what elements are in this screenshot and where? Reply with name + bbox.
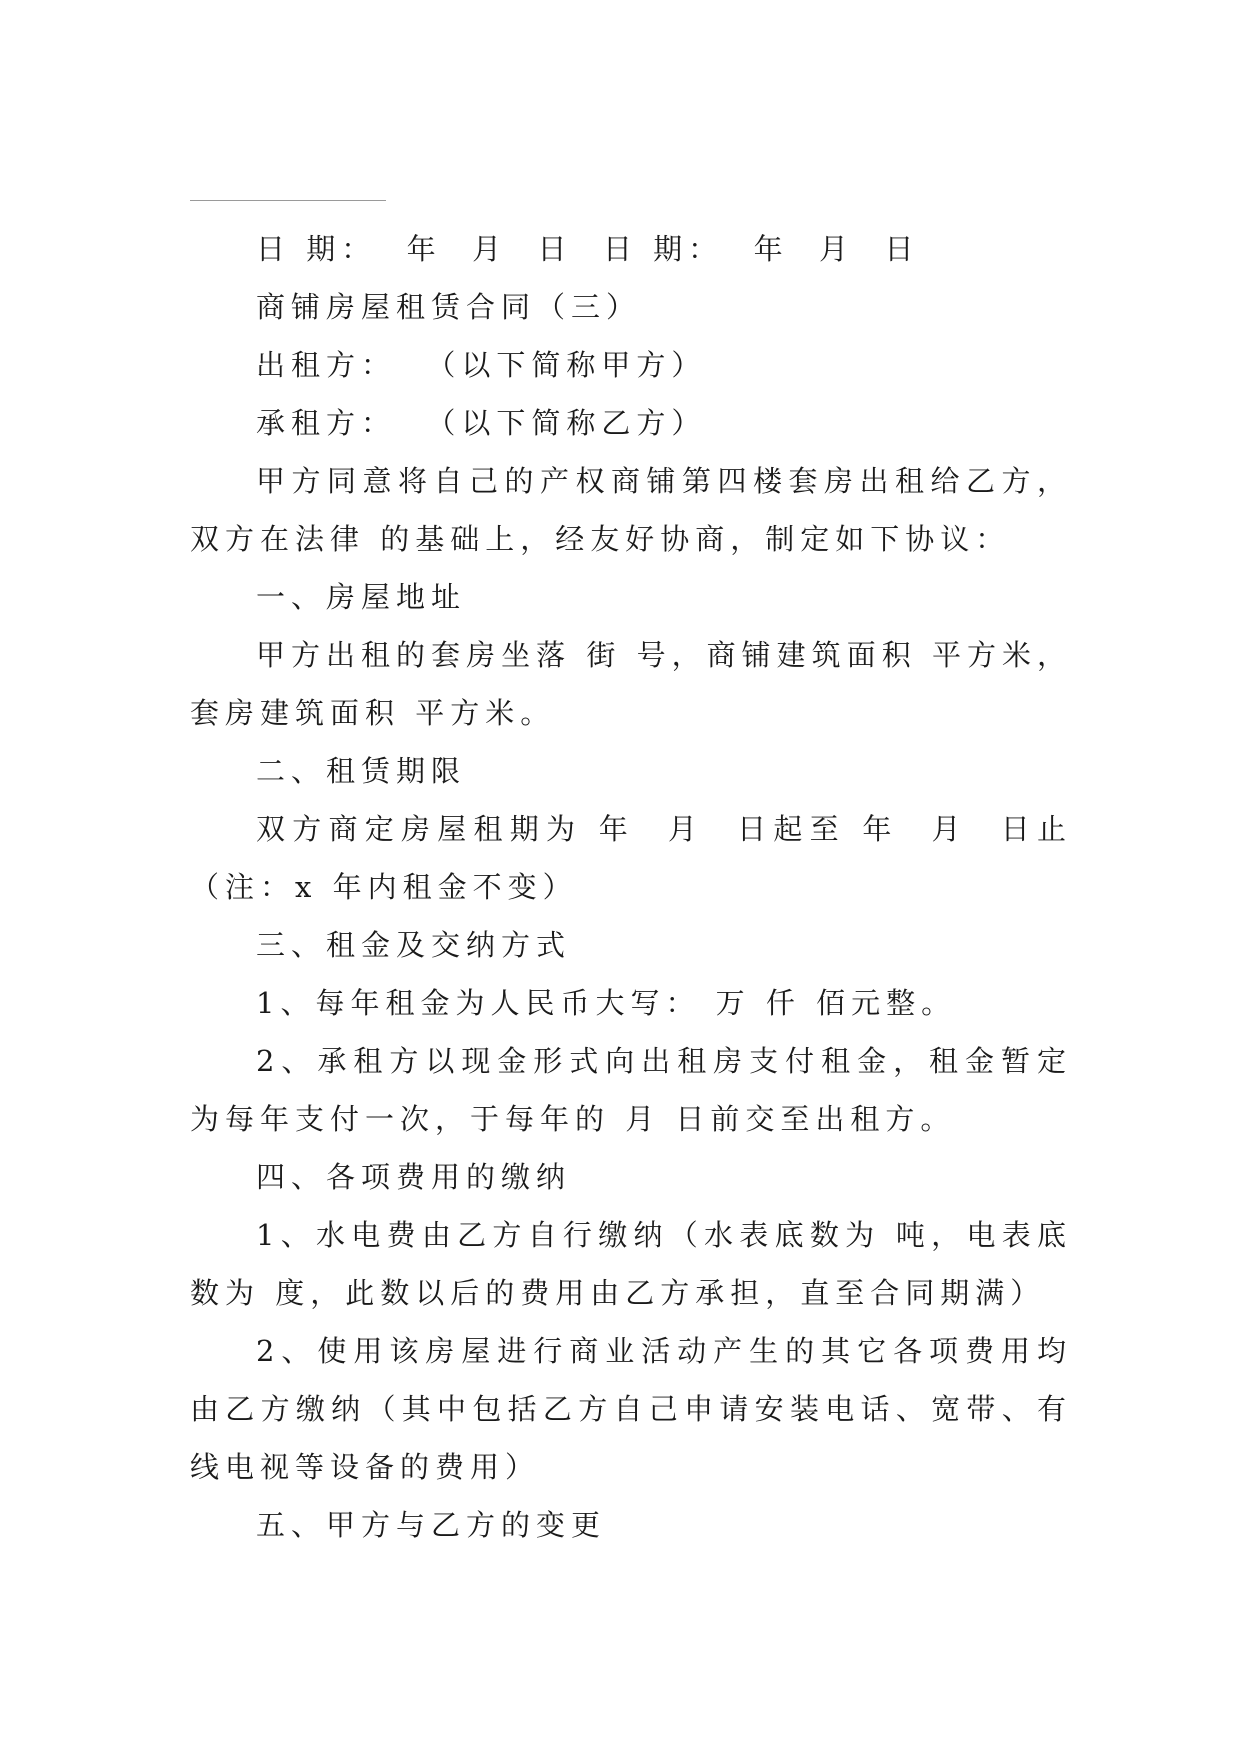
lessor-line: 出租方： （以下简称甲方） <box>256 348 707 382</box>
section-heading-address: 一、房屋地址 <box>256 580 467 614</box>
contract-title: 商铺房屋租赁合同（三） <box>256 290 642 324</box>
section-heading-changes: 五、甲方与乙方的变更 <box>256 1508 607 1542</box>
section-heading-fees: 四、各项费用的缴纳 <box>256 1160 572 1194</box>
date-line: 日 期： 年 月 日 日 期： 年 月 日 <box>256 232 920 266</box>
rent-clause-1: 1、每年租金为人民币大写： 万 仟 佰元整。 <box>256 986 957 1020</box>
section-heading-rent: 三、租金及交纳方式 <box>256 928 572 962</box>
rent-clause-2: 2、承租方以现金形式向出租房支付租金，租金暂定为每年支付一次，于每年的 月 日前交至出租方。 <box>190 1044 1072 1136</box>
term-paragraph: 双方商定房屋租期为 年 月 日起至 年 月 日止（注：x 年内租金不变） <box>190 812 1072 904</box>
header-rule <box>190 200 386 201</box>
section-heading-term: 二、租赁期限 <box>256 754 467 788</box>
preamble-paragraph: 甲方同意将自己的产权商铺第四楼套房出租给乙方，双方在法律 的基础上，经友好协商，制定如下协议： <box>190 464 1072 556</box>
address-paragraph: 甲方出租的套房坐落 街 号，商铺建筑面积 平方米，套房建筑面积 平方米。 <box>190 638 1072 730</box>
document-body <box>190 220 1072 1554</box>
fees-clause-1: 1、水电费由乙方自行缴纳（水表底数为 吨，电表底数为 度，此数以后的费用由乙方承担，直至合同期满） <box>190 1218 1072 1310</box>
lessee-line: 承租方： （以下简称乙方） <box>256 406 707 440</box>
fees-clause-2: 2、使用该房屋进行商业活动产生的其它各项费用均由乙方缴纳（其中包括乙方自己申请安装电话、宽带、有线电视等设备的费用） <box>190 1334 1072 1484</box>
